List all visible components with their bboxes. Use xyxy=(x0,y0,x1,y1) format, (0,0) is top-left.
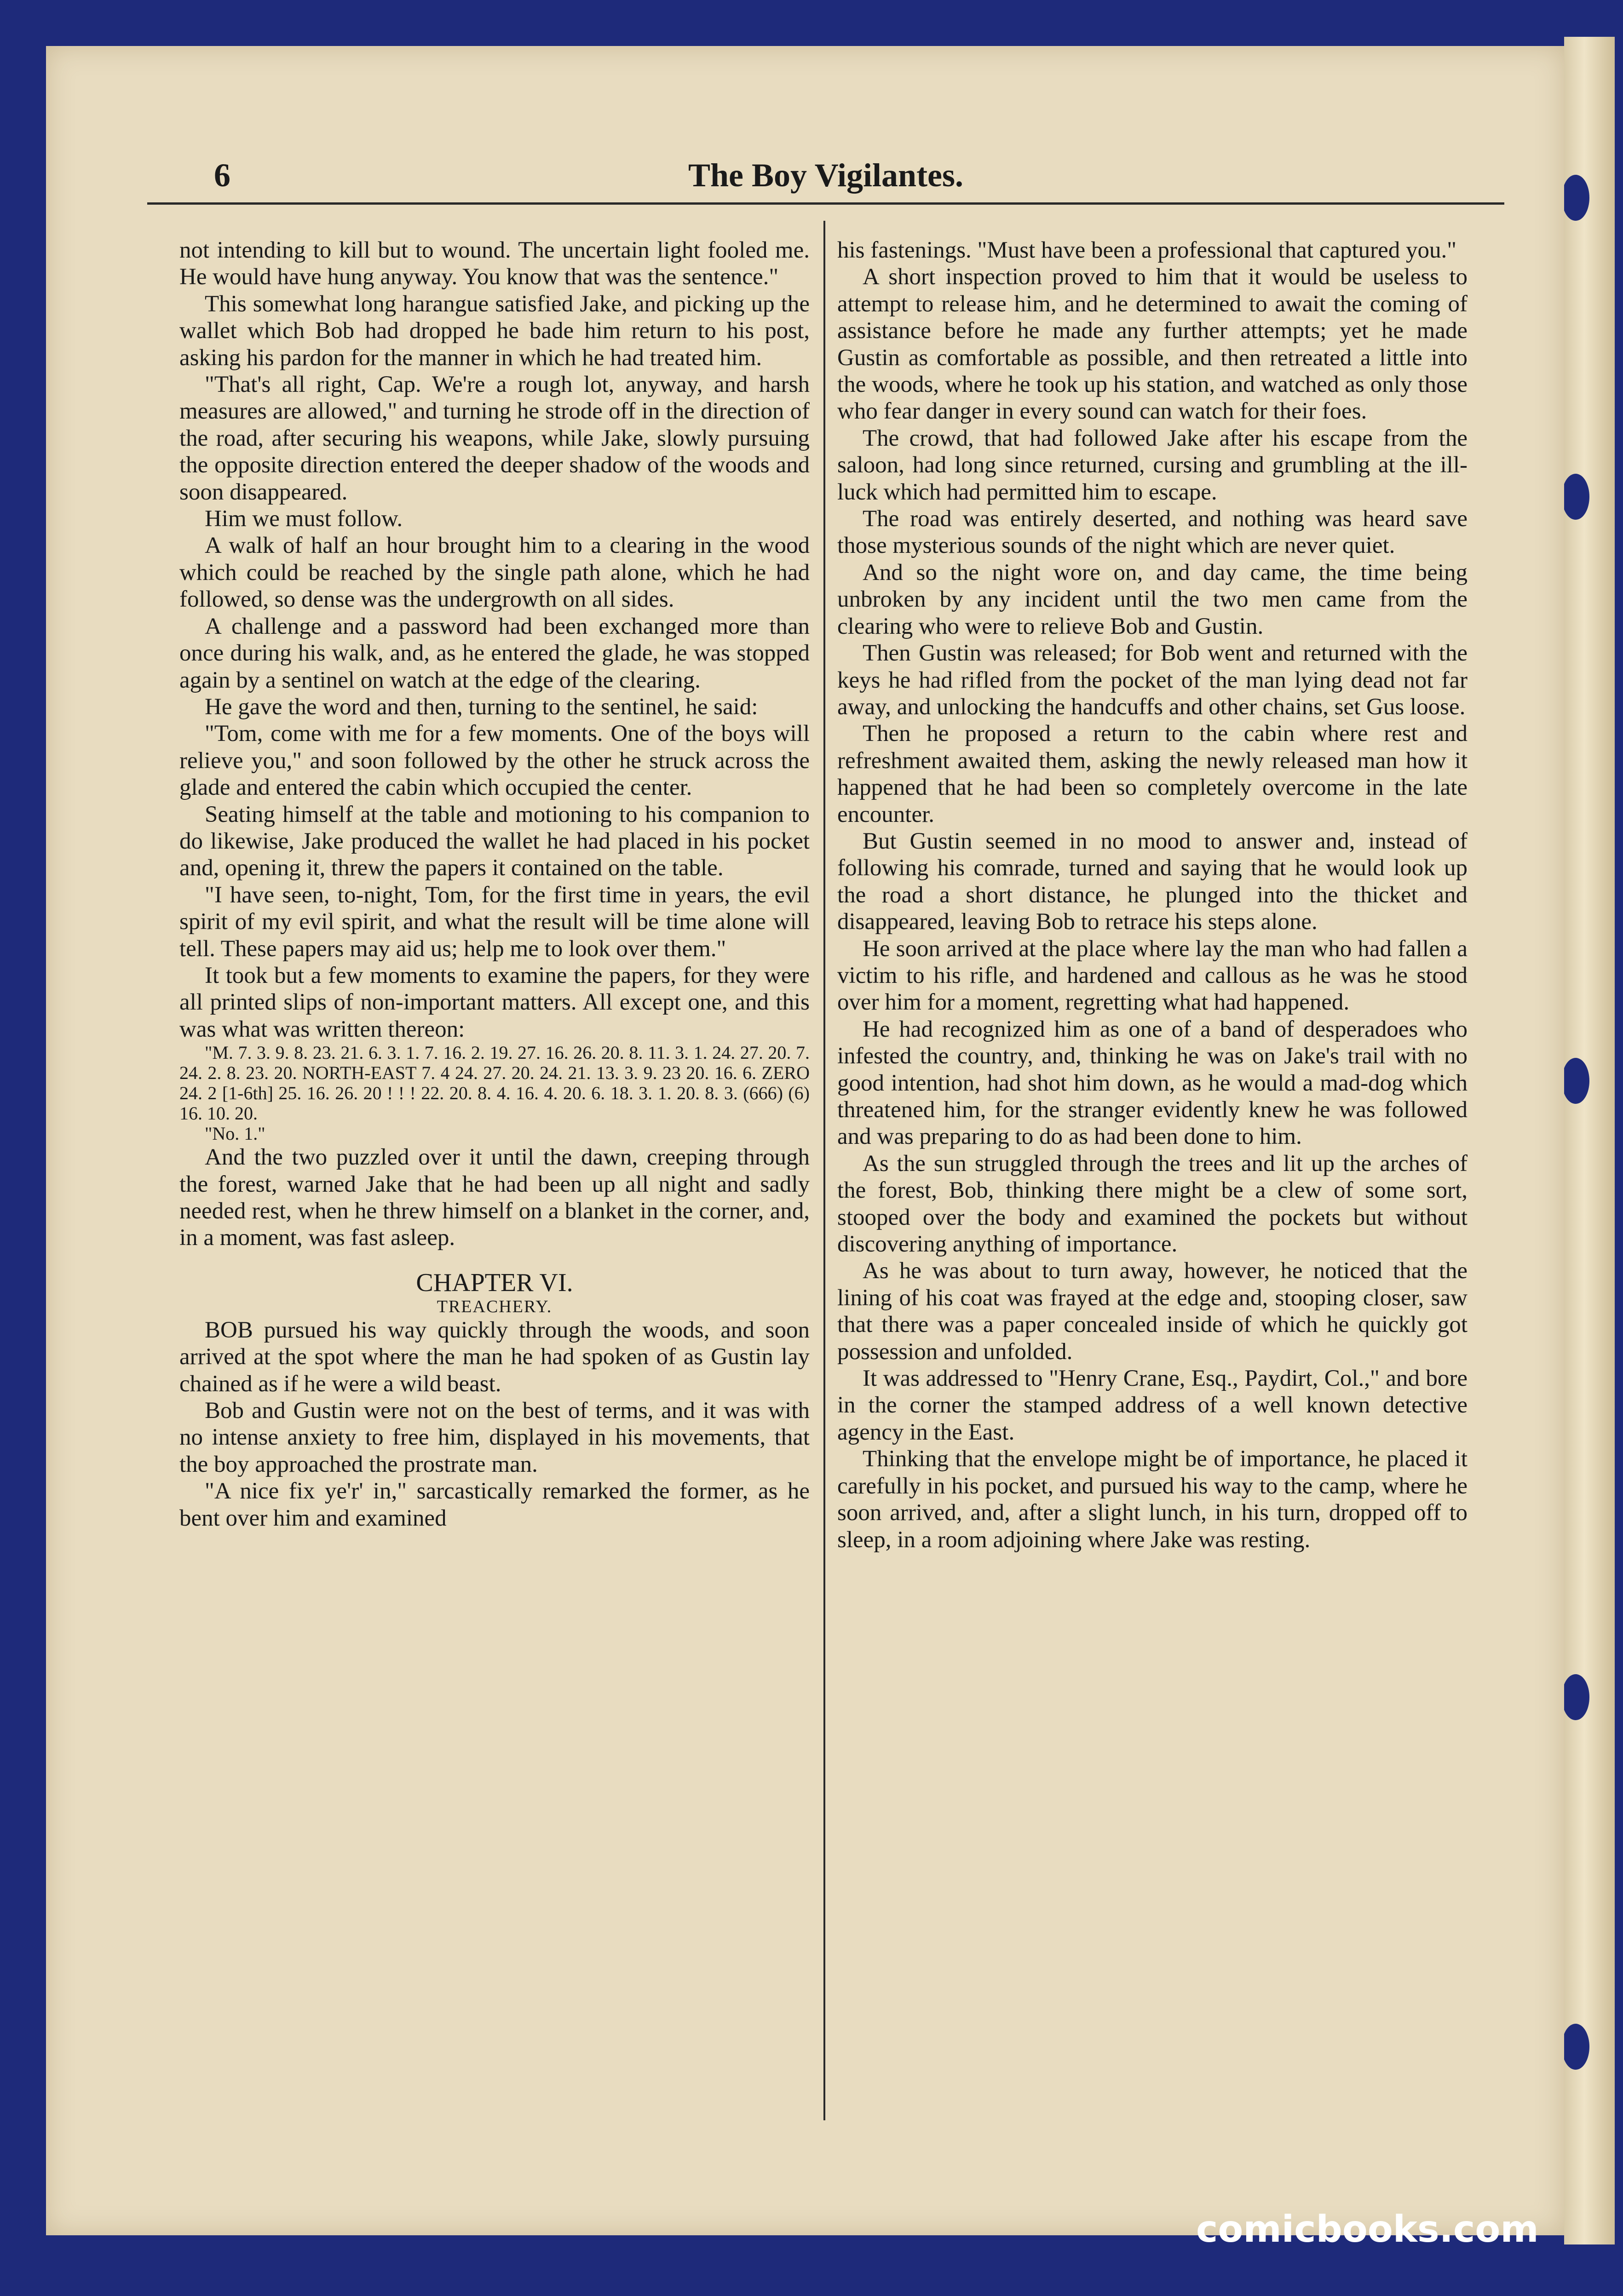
right-column xyxy=(837,237,1468,1553)
paragraph: Bob and Gustin were not on the best of terms, and it was with no intense anxiety to free him, displayed in his movements, that the boy approached the prostrate man. xyxy=(179,1398,810,1477)
paragraph: It took but a few moments to examine the papers, for they were all printed slips of non-important matters. All except one, and this was what was written thereon: xyxy=(179,962,810,1042)
cipher-text: "M. 7. 3. 9. 8. 23. 21. 6. 3. 1. 7. 16. 2. 19. 27. 16. 26. 20. 8. 11. 3. 1. 24. 27. 20. 7. 24. 2. 8. 23. 20. NORTH-EAST 7. 4 24. 27. 20. 24. 21. 13. 3. 9. 23 20. 16. 6. ZERO 24. 2 [1-6th] 25. 16. 26. 20 ! ! ! 22. 20. 8. 4. 16. 4. 20. 6. 18. 3. 1. 20. 8. 3. (666) (6) 16. 10. 20. xyxy=(179,1042,810,1124)
paragraph: Seating himself at the table and motioning to his companion to do likewise, Jake produced the wallet he had placed in his pocket and, opening it, threw the papers it contained on the table. xyxy=(179,801,810,881)
page-number: 6 xyxy=(214,157,230,194)
paragraph: "That's all right, Cap. We're a rough lot, anyway, and harsh measures are allowed," and turning he strode off in the direction of the road, after securing his weapons, while Jake, slowly pursuing the opposite direction entered the deeper shadow of the woods and soon disappeared. xyxy=(179,372,810,505)
binding-hole xyxy=(1562,1674,1589,1720)
page-spine xyxy=(1564,37,1615,2244)
paragraph: not intending to kill but to wound. The uncertain light fooled me. He would have hung anyway. You know that was the sentence." xyxy=(179,237,810,290)
running-title: The Boy Vigilantes. xyxy=(688,157,964,194)
binding-hole xyxy=(1562,175,1589,221)
running-head xyxy=(147,147,1504,205)
paragraph: his fastenings. "Must have been a professional that captured you." xyxy=(837,237,1457,263)
paragraph: He gave the word and then, turning to the sentinel, he said: xyxy=(205,694,758,720)
left-column xyxy=(179,237,810,1532)
paragraph: The crowd, that had followed Jake after his escape from the saloon, had long since returned, cursing and grumbling at the ill-luck which had permitted him to escape. xyxy=(837,425,1468,505)
paragraph: As he was about to turn away, however, he noticed that the lining of his coat was frayed at the edge and, stooping closer, saw that there was a paper concealed inside of which he quickly got possession and unfolded. xyxy=(837,1258,1468,1365)
paragraph: "I have seen, to-night, Tom, for the first time in years, the evil spirit of my evil spirit, and what the result will be time alone will tell. These papers may aid us; help me to look over them." xyxy=(179,882,810,962)
paragraph: "A nice fix ye'r' in," sarcastically remarked the former, as he bent over him and examined xyxy=(179,1478,810,1531)
column-divider xyxy=(823,221,825,2120)
paragraph: It was addressed to "Henry Crane, Esq., Paydirt, Col.," and bore in the corner the stamped address of a well known detective agency in the East. xyxy=(837,1366,1468,1445)
paragraph: Then Gustin was released; for Bob went and returned with the keys he had rifled from the pocket of the man lying dead not far away, and unlocking the handcuffs and other chains, set Gus loose. xyxy=(837,640,1468,720)
paragraph: And the two puzzled over it until the dawn, creeping through the forest, warned Jake that he had been up all night and sadly needed rest, when he threw himself on a blanket in the corner, and, in a moment, was fast asleep. xyxy=(179,1144,810,1251)
paragraph: A challenge and a password had been exchanged more than once during his walk, and, as he entered the glade, he was stopped again by a sentinel on watch at the edge of the clearing. xyxy=(179,613,810,693)
paragraph: A walk of half an hour brought him to a clearing in the wood which could be reached by the single path alone, which he had followed, so dense was the undergrowth on all sides. xyxy=(179,533,810,613)
watermark: comicbooks.com xyxy=(1196,2208,1539,2250)
paragraph: Him we must follow. xyxy=(205,506,403,532)
paragraph: The road was entirely deserted, and nothing was heard save those mysterious sounds of the night which are never quiet. xyxy=(837,506,1468,559)
chapter-title: CHAPTER VI. xyxy=(416,1268,573,1297)
paragraph: And so the night wore on, and day came, the time being unbroken by any incident until the two men came from the clearing who were to relieve Bob and Gustin. xyxy=(837,559,1468,639)
paragraph: A short inspection proved to him that it would be useless to attempt to release him, and he determined to await the coming of assistance before he made any further attempts; yet he made Gustin as comfortable as possible, and then retreated a little into the woods, where he took up his station, and watched as only those who fear danger in every sound can watch for their foes. xyxy=(837,264,1468,425)
paragraph: As the sun struggled through the trees and lit up the arches of the forest, Bob, thinking there might be a clew of some sort, stooped over the body and examined the pockets but without discovering anything of importance. xyxy=(837,1150,1468,1257)
binding-hole xyxy=(1562,474,1589,520)
cipher-signature: "No. 1." xyxy=(205,1123,265,1144)
paragraph: He had recognized him as one of a band of desperadoes who infested the country, and, thinking he was on Jake's trail with no good intention, had shot him down, as he would a mad-dog which threatened him, for the stranger evidently knew he was followed and was preparing to do as had been done to him. xyxy=(837,1016,1468,1150)
paragraph: He soon arrived at the place where lay the man who had fallen a victim to his rifle, and hardened and callous as he was he stood over him for a moment, regretting what had happened. xyxy=(837,936,1468,1016)
binding-hole xyxy=(1562,2024,1589,2070)
paragraph: Thinking that the envelope might be of importance, he placed it carefully in his pocket, and pursued his way to the camp, where he soon arrived, and, after a slight lunch, in his turn, dropped off to sleep, in a room adjoining where Jake was resting. xyxy=(837,1446,1468,1553)
paragraph: This somewhat long harangue satisfied Jake, and picking up the wallet which Bob had dropped he bade him return to his post, asking his pardon for the manner in which he had treated him. xyxy=(179,291,810,371)
paragraph: BOB pursued his way quickly through the woods, and soon arrived at the spot where the man he had spoken of as Gustin lay chained as if he were a wild beast. xyxy=(179,1317,810,1397)
binding-hole xyxy=(1562,1058,1589,1104)
paragraph: But Gustin seemed in no mood to answer and, instead of following his comrade, turned and saying that he would look up the road a short distance, he plunged into the thicket and disappeared, leaving Bob to retrace his steps alone. xyxy=(837,828,1468,935)
chapter-subtitle: TREACHERY. xyxy=(437,1297,553,1316)
paragraph: Then he proposed a return to the cabin where rest and refreshment awaited them, asking the newly released man how it happened that he had been so completely overcome in the late encounter. xyxy=(837,721,1468,827)
paragraph: "Tom, come with me for a few moments. One of the boys will relieve you," and soon followed by the other he struck across the glade and entered the cabin which occupied the center. xyxy=(179,721,810,801)
